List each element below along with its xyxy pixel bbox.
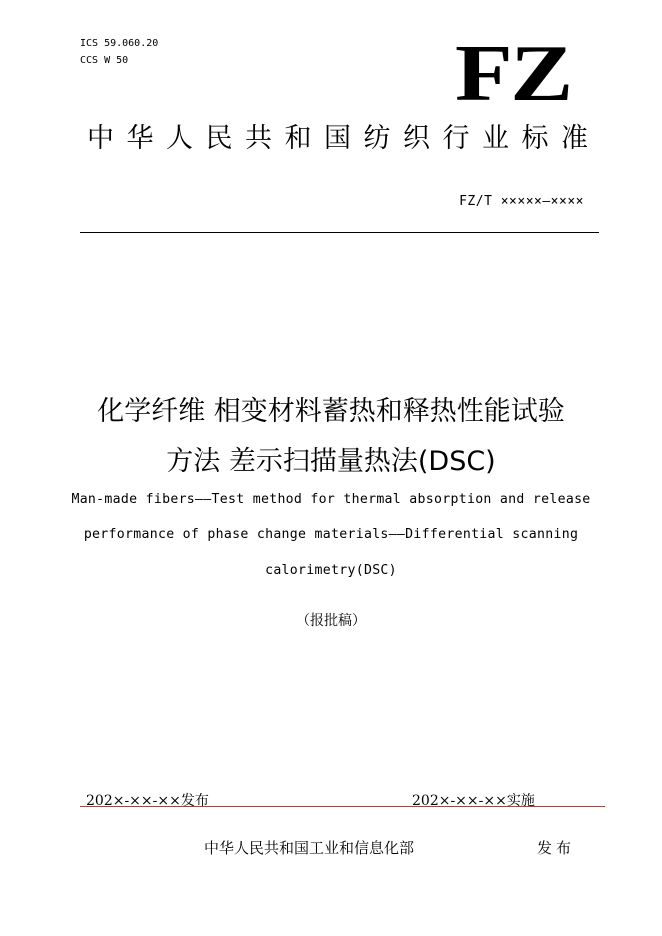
header-divider [80, 232, 599, 233]
publish-date: 202×-××-××发布 [86, 793, 209, 809]
fz-logo: FZ [455, 30, 571, 118]
draft-status: （报批稿） [296, 613, 366, 629]
issuing-authority: 中华人民共和国工业和信息化部 [204, 839, 415, 857]
ics-code: ICS 59.060.20 [80, 38, 159, 49]
english-title-line-2: performance of phase change materials——Differential scanning [83, 527, 579, 542]
standard-number: FZ/T ×××××—×××× [459, 194, 584, 209]
chinese-title-line-1: 化学纤维 相变材料蓄热和释热性能试验 [97, 396, 565, 427]
english-title-line-1: Man-made fibers——Test method for thermal absorption and release [71, 492, 591, 507]
footer-divider [80, 806, 605, 807]
chinese-title-line-2: 方法 差示扫描量热法(DSC) [166, 446, 496, 477]
standard-category-title: 中华人民共和国纺织行业标准 [87, 123, 601, 154]
issue-label: 发布 [537, 839, 576, 857]
english-title-line-3: calorimetry(DSC) [265, 563, 397, 578]
ccs-code: CCS W 50 [80, 55, 129, 66]
implementation-date: 202×-××-××实施 [412, 793, 535, 809]
